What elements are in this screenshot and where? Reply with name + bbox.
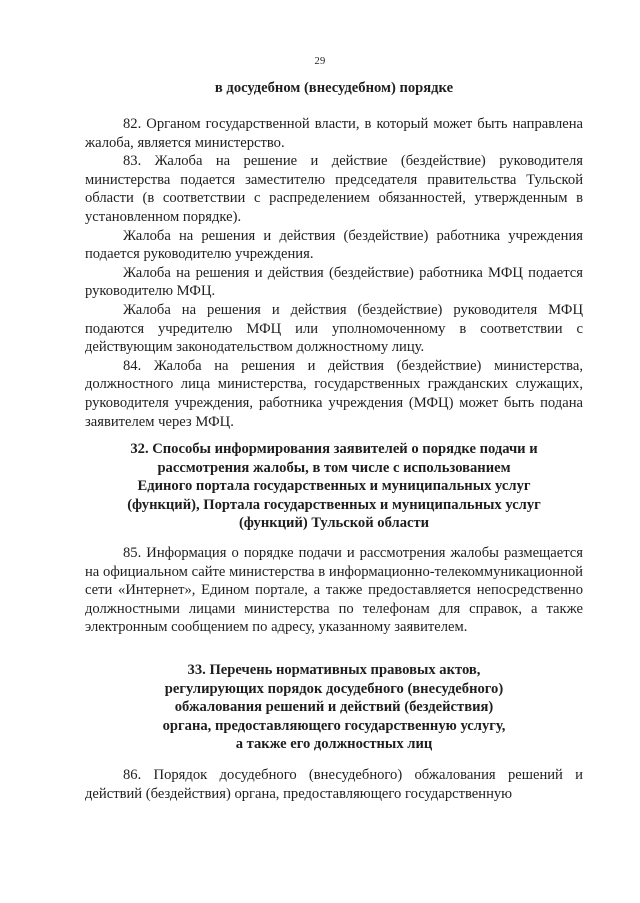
heading-line: 32. Способы информирования заявителей о порядке подачи и [130, 441, 538, 457]
heading-line: рассмотрения жалобы, в том числе с использованием [157, 459, 511, 476]
section-a-body [85, 115, 583, 431]
paragraph-85: 85. Информация о порядке подачи и рассмотрения жалобы размещается на официальном сайте министерства в информационно-телекоммуникационной сети «Интернет», Едином портале, а также предоставляется непосредственно должностными лицами министерства по телефонам для справок, а также электронным сообщением по адресу, указанному заявителем. [85, 545, 583, 636]
paragraph-complaint-mfc-worker: Жалоба на решения и действия (бездействие) работника МФЦ подается руководителю МФЦ. [85, 264, 583, 300]
section-33-heading [85, 661, 583, 754]
heading-line: (функций), Портала государственных и муниципальных услуг [127, 496, 541, 513]
paragraph-84: 84. Жалоба на решения и действия (бездействие) министерства, должностного лица министерства, государственных гражданских служащих, руководителя учреждения, работника учреждения (МФЦ) может быть подана заявителем через МФЦ. [85, 357, 583, 430]
section-heading-continued [85, 79, 583, 98]
heading-line: а также его должностных лиц [235, 736, 433, 753]
paragraph-complaint-mfc-head: Жалоба на решения и действия (бездействие) руководителя МФЦ подаются учредителю МФЦ или уполномоченному в соответствии с действующим законодательством должностному лицу. [85, 301, 583, 356]
section-32-heading [85, 440, 583, 533]
heading-line: регулирующих порядок досудебного (внесудебного) [164, 680, 504, 697]
heading-line: в досудебном (внесудебном) порядке [214, 80, 454, 96]
section-33-body [85, 766, 583, 803]
page-number: 29 [314, 56, 326, 67]
heading-line: 33. Перечень нормативных правовых актов, [187, 662, 481, 678]
heading-line: (функций) Тульской области [238, 515, 430, 532]
heading-line: обжалования решений и действий (бездействия) [174, 699, 494, 716]
paragraph-83: 83. Жалоба на решение и действие (бездействие) руководителя министерства подается заместителю председателя правительства Тульской области (в соответствии с распределением обязанностей, утвержденным в установленном порядке). [85, 153, 583, 225]
section-32-body [85, 544, 583, 637]
paragraph-complaint-institution: Жалоба на решения и действия (бездействие) работника учреждения подается руководителю учреждения. [85, 227, 583, 263]
heading-line: Единого портала государственных и муниципальных услуг [137, 478, 531, 495]
heading-line: органа, предоставляющего государственную услугу, [162, 717, 506, 734]
paragraph-86: 86. Порядок досудебного (внесудебного) обжалования решений и действий (бездействия) органа, предоставляющего государственную [85, 767, 583, 802]
paragraph-82: 82. Органом государственной власти, в который может быть направлена жалоба, является министерство. [85, 116, 583, 151]
